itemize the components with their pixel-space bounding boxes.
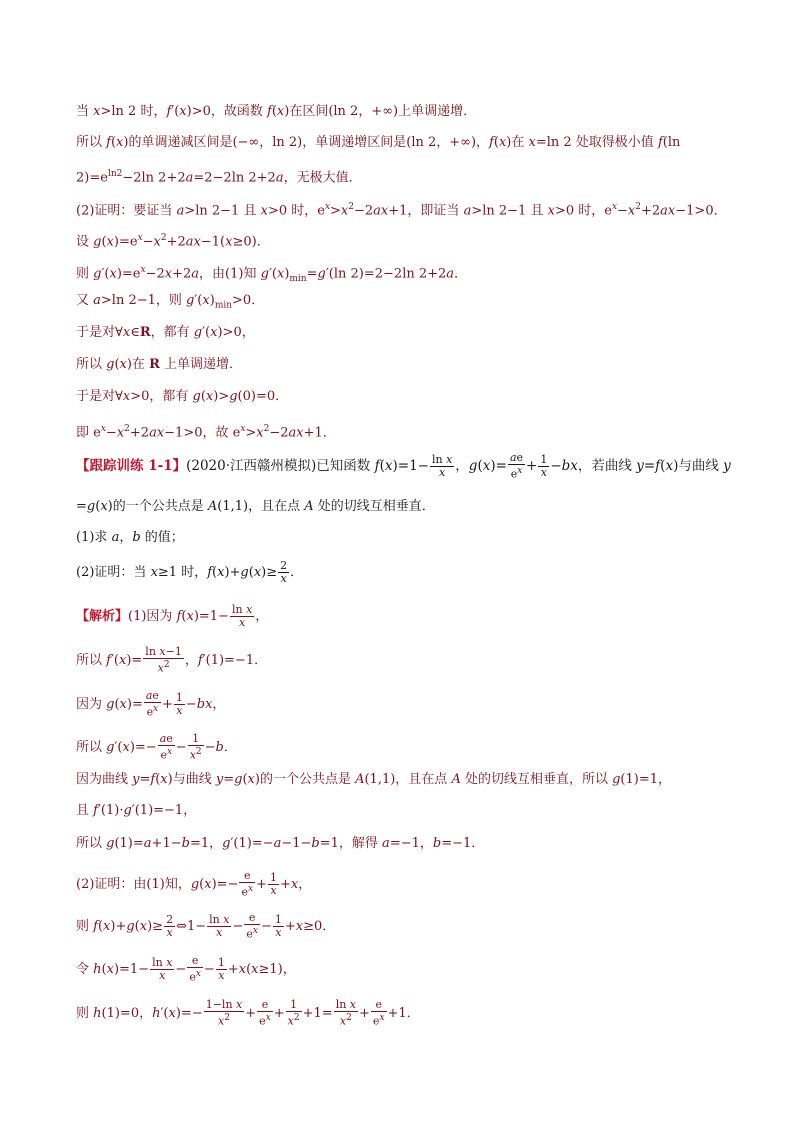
solution-line-5: 因为曲线 y=f(x)与曲线 y=g(x)的一个公共点是 A(1,1)，且在点 A 处的切线互相垂直，所以 g(1)=1， — [76, 772, 672, 787]
solution-line-9: 则 f(x)+g(x)≥ $\frac{2}{x}$ ⇔1− $\frac{\text{ln x}}{x}$ − $\frac{e}{e^x}$ − $\frac{1}{x}$ +x≥0． — [76, 911, 336, 941]
text-line-3: $2)=e^{ln2}-2\ln$ 2+2a=2−2ln 2+2a，无极大值． — [76, 169, 362, 186]
text-line-7: 又 a>ln 2−1，则 $g'(x)_{min}>0$． — [76, 293, 265, 311]
text-line-5: 设 $g(x)=e^x-x^2+2ax-1(x\ge 0)$． — [76, 233, 270, 250]
text-line-6: 则 $g'(x)=e^x-2x+2a$，由(1)知 $g'(x)_{min}=g'(\ln$ 2)=2−2ln 2+2a． — [76, 265, 468, 284]
solution-line-1: 【解析】(1)因为 f(x)=1− $\frac{\text{ln x}}{x}$ ， — [76, 603, 269, 629]
text-line-4: (2)证明：要证当 a>ln 2−1 且 x>0 时，$e^x>x^2-2ax+1$，即证当 a>ln 2−1 且 x>0 时，$e^x-x^2+2ax-1>0$． — [76, 202, 727, 219]
solution-line-4: 所以 g′(x)=− $\frac{ae}{e^x}$ − $\frac{1}{x^2}$ −b． — [76, 732, 237, 762]
question-1: (1)求 a，b 的值； — [76, 530, 184, 545]
solution-line-10: 令 h(x)=1− $\frac{\text{ln x}}{x}$ − $\frac{e}{e^x}$ − $\frac{1}{x}$ +x(x≥1)， — [76, 954, 296, 984]
solution-line-6: 且 f′(1)·g′(1)=−1， — [76, 803, 197, 818]
solution-line-8: (2)证明：由(1)知，g(x)=− $\frac{e}{e^x}$ + $\frac{1}{x}$ +x， — [76, 869, 312, 899]
text-line-8: 于是对∀x∈R，都有 g′(x)>0， — [76, 325, 255, 340]
exercise-title: 【跟踪训练 1-1】(2020·江西赣州模拟)已知函数 f(x)=1− $\frac{\text{ln x}}{x}$ ，g(x)= $\frac{ae}{e^x}$ + $\frac{1}{x}$ −bx，若曲线 y=f(x)与曲线 y — [76, 451, 731, 481]
text-line-9: 所以 g(x)在 R 上单调递增． — [76, 357, 243, 372]
solution-line-3: 因为 g(x)= $\frac{ae}{e^x}$ + $\frac{1}{x}$ −bx， — [76, 689, 226, 719]
exercise-tag: 【跟踪训练 1-1】 — [76, 457, 187, 474]
solution-line-11: 则 h(1)=0，h′(x)=− $\frac{\text{1−ln x}}{x^2}$ + $\frac{e}{e^x}$ + $\frac{1}{x^2}$ +1= $\frac{\text{ln x}}{x^2}$ + $\frac{e}{e^x}$ +1． — [76, 998, 420, 1028]
text-line-10: 于是对∀x>0，都有 g(x)>g(0)=0． — [76, 389, 289, 404]
exercise-line-2: =g(x)的一个公共点是 A(1,1)，且在点 A 处的切线互相垂直． — [76, 499, 435, 514]
solution-tag: 【解析】 — [76, 609, 129, 624]
question-2: (2)证明：当 x≥1 时，f(x)+g(x)≥ $\frac{2}{x}$ ． — [76, 559, 304, 585]
text-line-11: 即 $e^x-x^2+2ax-1>0$，故 $e^x>x^2-2ax+1$． — [76, 424, 336, 441]
text-line-1: 当 x>ln 2 时，f′(x)>0，故函数 f(x)在区间(ln 2，+∞)上单调递增． — [76, 104, 477, 119]
text-line-2: 所以 f(x)的单调递减区间是(−∞，ln 2)，单调递增区间是(ln 2，+∞)，f(x)在 x=ln 2 处取得极小值 f(ln — [76, 135, 681, 150]
solution-line-2: 所以 f′(x)= $\frac{\text{ln x−1}}{x^2}$ ，f′(1)=−1． — [76, 645, 268, 675]
solution-line-7: 所以 g(1)=a+1−b=1，g′(1)=−a−1−b=1，解得 a=−1，b=−1． — [76, 836, 485, 851]
